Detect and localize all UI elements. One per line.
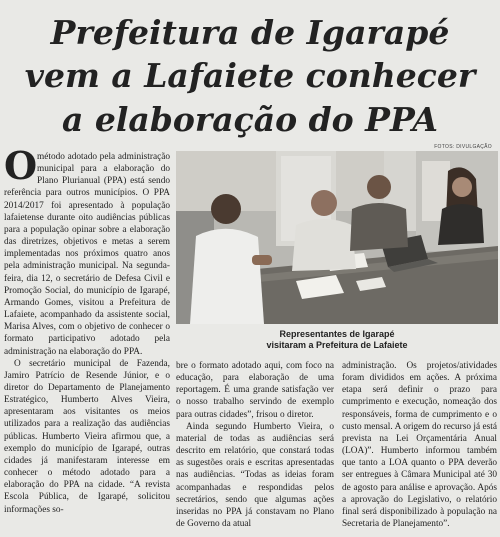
- meeting-photo-illustration: [176, 151, 498, 324]
- headline: [0, 13, 500, 142]
- article-paragraph: administração. Os projetos/atividades foram divididos em ações. A próxima etapa será definir o prazo para cumprimento e execução, nomeação dos responsáveis, forma de cumprimento e o custo mensal. A origem do recurso já está prevista na Lei Orçamentária Anual (LOA)”. Humberto informou também que tanto a LOA quanto o PPA deverão ser entregues à Câmara Municipal até 30 de agosto para análise e aprovação. Após a aprovação do Legislativo, o relatório final será disponibilizado à população na Secretaria de Planejamento”.: [342, 361, 497, 530]
- article-lead-paragraph: [4, 143, 170, 358]
- photo-credit: FOTOS: DIVULGAÇÃO: [434, 144, 492, 150]
- photo-caption: [176, 329, 498, 351]
- article-column-3: [342, 360, 497, 530]
- article-column-2: [176, 360, 334, 530]
- article-paragraph: O secretário municipal de Fazenda, Jamiro Patrício de Resende Júnior, e o diretor do Departamento de Planejamento Estratégico, Humberto Alves Vieira, apresentaram aos visitantes os meios utilizados para a realização das audiências públicas. Humberto Vieira afirmou que, a exemplo do município de Igarapé, outras cidades já manifestaram interesse em conhecer o método adotado para a elaboração do PPA na cidade. “A revista Escola Pública, de Igarapé, solicitou informações so-: [4, 358, 170, 515]
- article-column-1: [4, 143, 170, 516]
- caption-line-1: Representantes de Igarapé: [279, 329, 395, 339]
- headline-line-1: Prefeitura de Igarapé: [50, 13, 450, 53]
- article-paragraph: Ainda segundo Humberto Vieira, o material de todas as audiências será descrito em relatório, que constará todas as sugestões orais e escritas apresentadas nas audiências. “Todas as ideias foram acompanhadas e respondidas pelos secretários, sendo que algumas ações inseridas no PPA já constavam no Plano de Governo da atual: [176, 421, 334, 530]
- headline-line-3: a elaboração do PPA: [61, 100, 439, 140]
- article-text: método adotado pela administração municipal para a elaboração do Plano Plurianual (PPA) está sendo referência para outros municípios. O PPA 2014/2017 foi apresentado à população lafaietense durante oito audiências públicas para a população opinar sobre a elaboração das diretrizes, objetivos e metas a serem implementadas nos próximos quatro anos pela administração municipal. Na segunda-feira, dia 12, o secretário de Defesa Civil e Promoção Social, do município de Igarapé, Armando Gomes, visitou a Prefeitura de Lafaiete, acompanhado da assistente social, Marisa Alves, com o objetivo de conhecer o formato participativo adotado pela administração na elaboração do PPA.: [4, 152, 170, 357]
- drop-cap: O: [4, 143, 38, 188]
- article-paragraph: bre o formato adotado aqui, com foco na educação, para elaboração de uma reportagem. É uma grande satisfação ver o nosso trabalho servindo de exemplo para outras cidades”, frisou o diretor.: [176, 361, 334, 420]
- headline-line-2: vem a Lafaiete conhecer: [24, 56, 476, 96]
- meeting-photo: [176, 151, 498, 324]
- caption-line-2: visitaram a Prefeitura de Lafaiete: [266, 340, 408, 350]
